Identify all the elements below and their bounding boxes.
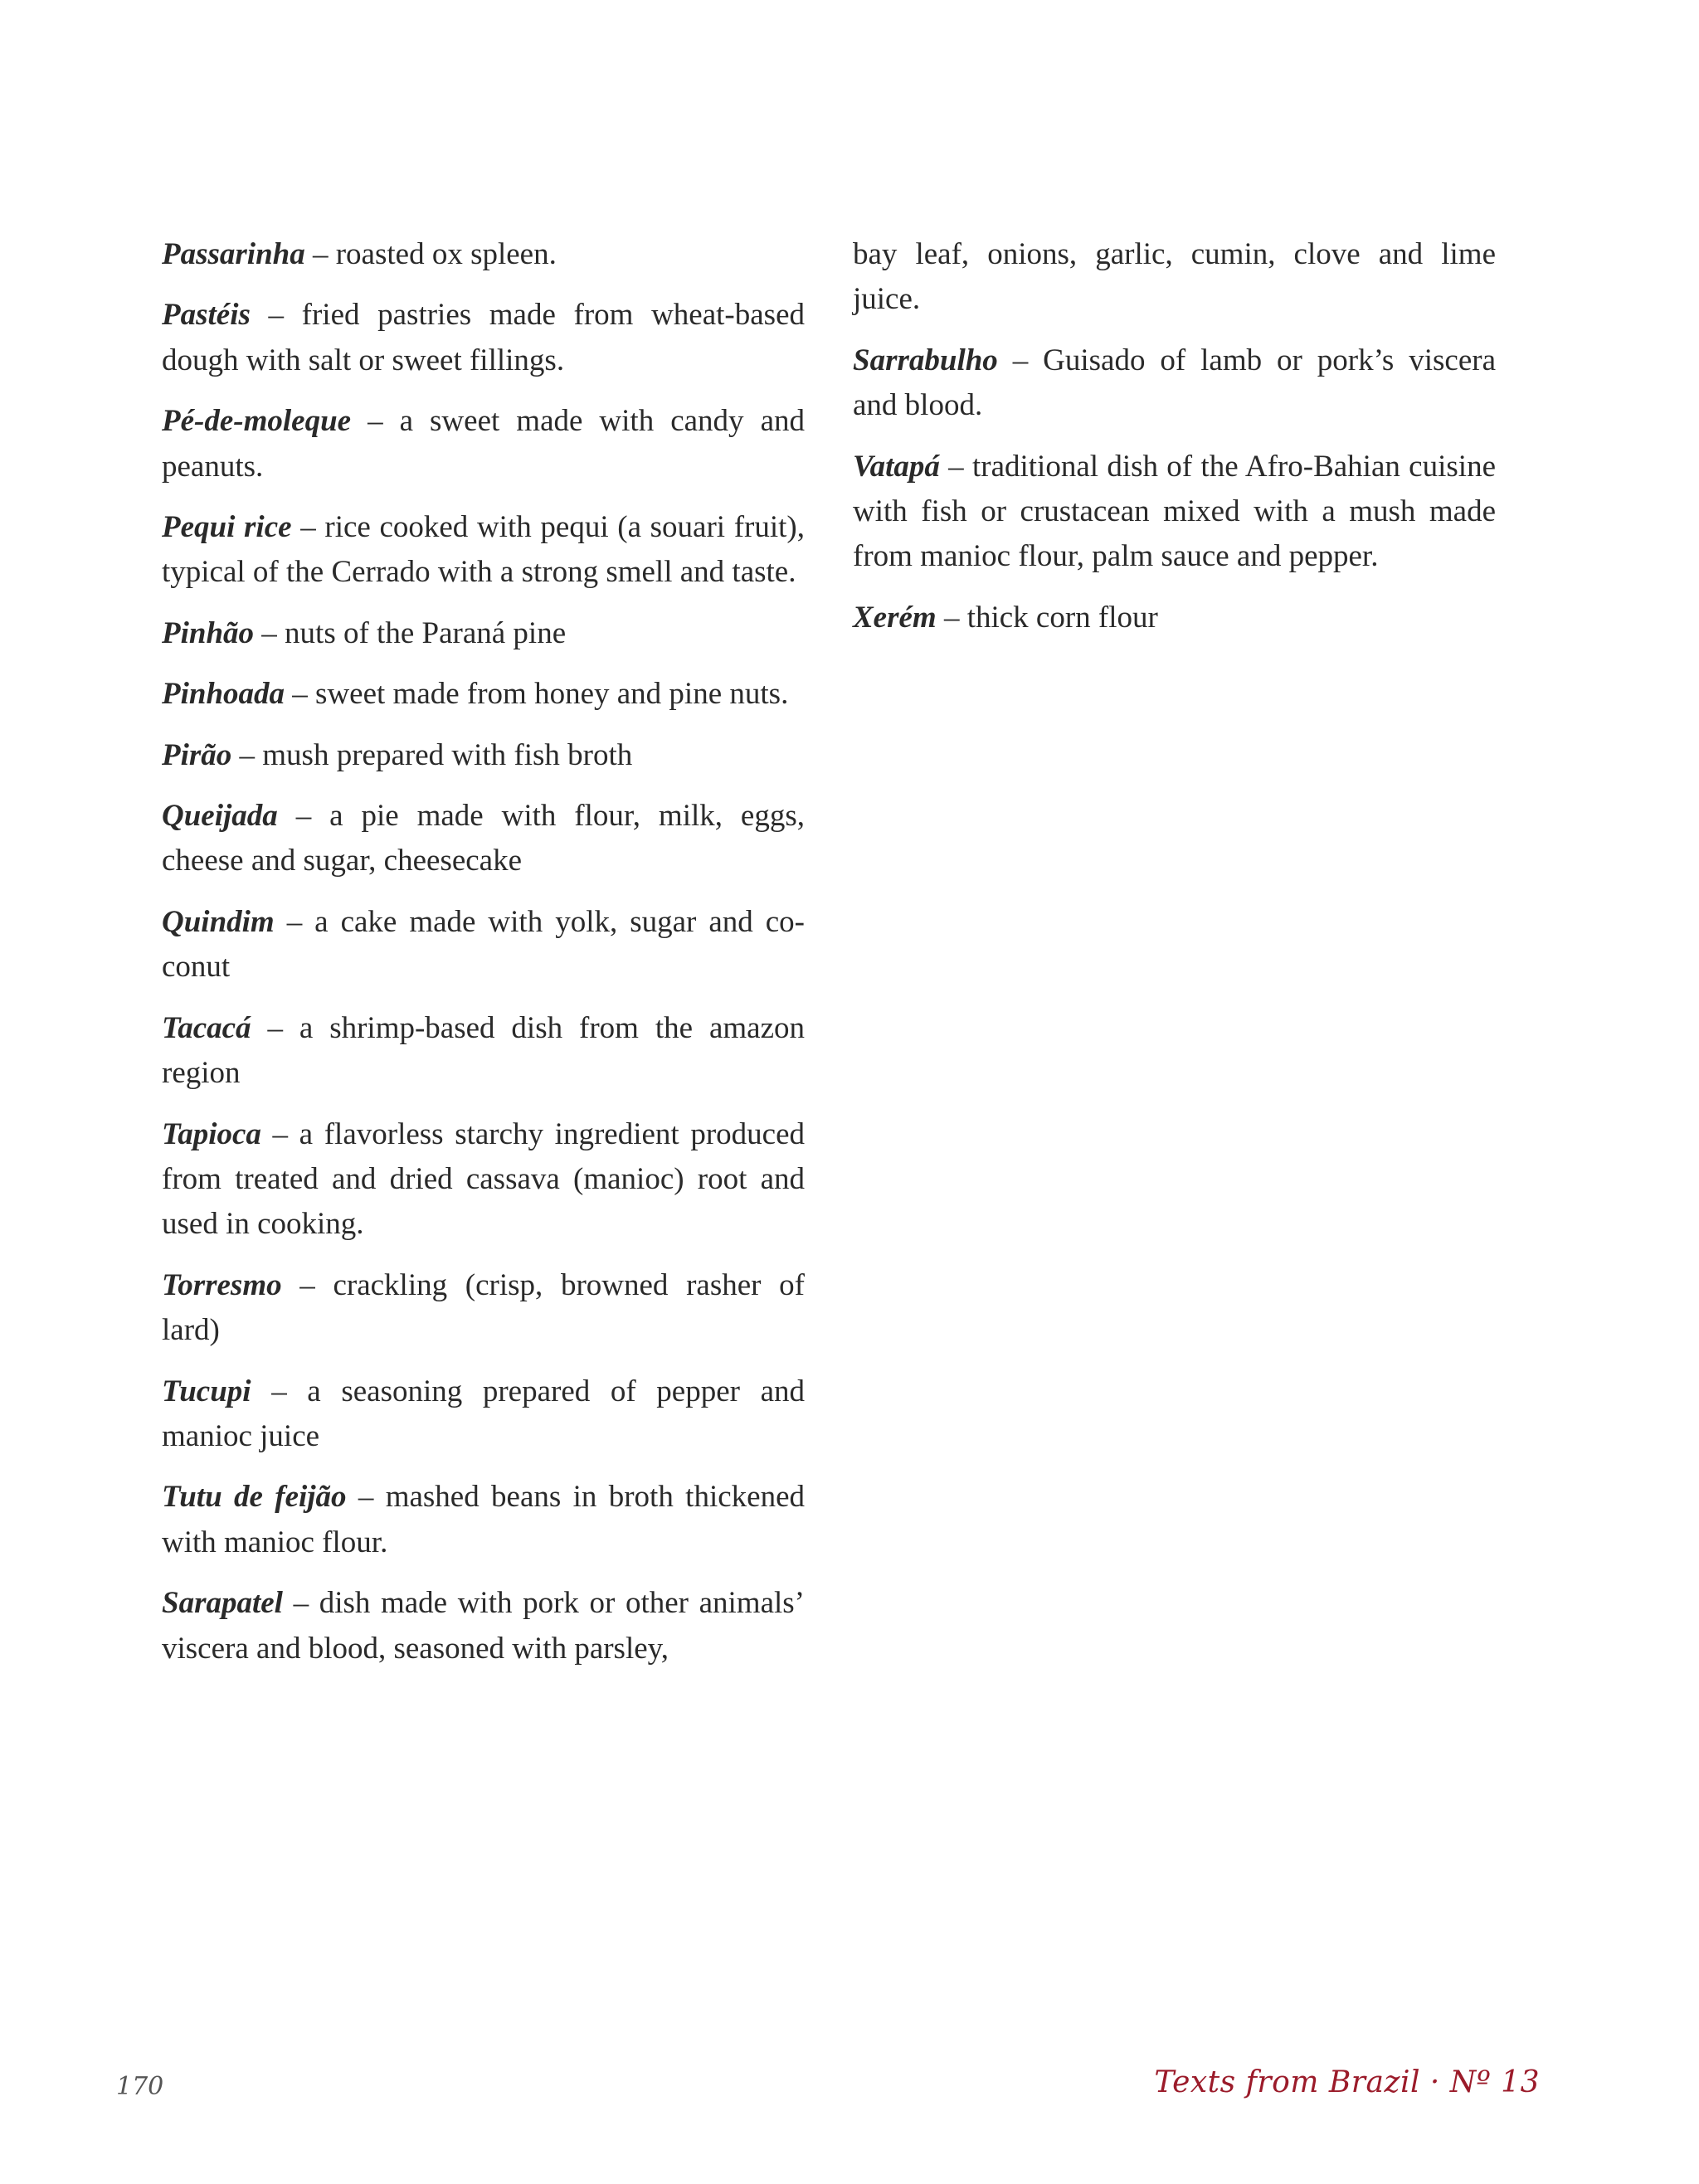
glossary-term: Pinhoada — [162, 677, 285, 712]
glossary-entry — [162, 1369, 805, 1460]
glossary-term: Sarapatel — [162, 1586, 283, 1621]
glossary-entry — [162, 399, 805, 489]
glossary-definition: – fried pastries made from wheat-based dough with salt or sweet fillings. — [162, 298, 805, 377]
glossary-definition: – traditional dish of the Afro-Bahian cuisine with fish or crustacean mixed with a mush made from manioc flour, palm sauce and pepper. — [853, 449, 1496, 574]
glossary-entry — [162, 505, 805, 596]
glossary-definition: – a cake made with yolk, sugar and coconut — [162, 904, 805, 985]
glossary-definition: – a pie made with flour, milk, eggs, cheese and sugar, cheesecake — [162, 799, 805, 878]
glossary-entry — [162, 1112, 805, 1248]
glossary-definition: – thick corn flour — [936, 600, 1158, 635]
glossary-definition: – Guisado of lamb or pork’s viscera and blood. — [853, 343, 1496, 423]
glossary-term: Pequi rice — [162, 510, 292, 545]
glossary-entry — [162, 293, 805, 383]
glossary-term: Tutu de feijão — [162, 1480, 347, 1515]
glossary-term: Pinhão — [162, 615, 255, 650]
glossary-entry — [162, 672, 805, 717]
glossary-term: Quindim — [162, 904, 275, 939]
glossary-term: Passarinha — [162, 237, 305, 271]
glossary-term: Tucupi — [162, 1374, 251, 1408]
glossary-definition: – mush prepared with fish broth — [231, 737, 633, 772]
glossary-term: Pé-de-moleque — [162, 404, 352, 439]
glossary-definition: – dish made with pork or other animals’ viscera and blood, seasoned with parsley, — [162, 1586, 805, 1666]
page-number: 170 — [116, 2072, 164, 2101]
glossary-entry — [162, 900, 805, 990]
glossary-entry — [162, 794, 805, 884]
glossary-definition: – rice cooked with pequi (a souari fruit), typical of the Cerrado with a strong smell and taste. — [162, 510, 805, 590]
glossary-term: Sarrabulho — [853, 343, 998, 377]
glossary-entry — [853, 445, 1496, 580]
glossary-definition: – crackling (crisp, browned rasher of lard) — [162, 1267, 805, 1348]
glossary-right-column — [853, 232, 1496, 656]
glossary-entry — [162, 1475, 805, 1565]
glossary-definition: – mashed beans in broth thickened with manioc flour. — [162, 1480, 805, 1559]
glossary-definition: – a sweet made with candy and peanuts. — [162, 404, 805, 484]
glossary-definition: – sweet made from honey and pine nuts. — [285, 677, 789, 712]
glossary-entry — [162, 733, 805, 778]
glossary-definition: – roasted ox spleen. — [304, 237, 557, 271]
glossary-entry — [853, 338, 1496, 429]
glossary-definition: – nuts of the Paraná pine — [254, 615, 567, 650]
glossary-term: Pirão — [162, 737, 232, 772]
glossary-entry — [162, 1263, 805, 1354]
glossary-term: Vatapá — [853, 449, 940, 484]
glossary-continuation: bay leaf, onions, garlic, cumin, clove and lime juice. — [853, 237, 1496, 317]
glossary-entry — [162, 1006, 805, 1097]
glossary-left-column — [162, 232, 805, 1687]
glossary-entry — [162, 232, 805, 277]
glossary-entry — [162, 611, 805, 656]
glossary-definition: – a seasoning prepared of pepper and manioc juice — [162, 1374, 805, 1453]
glossary-term: Pastéis — [162, 298, 251, 333]
glossary-term: Torresmo — [162, 1267, 282, 1302]
glossary-term: Tacacá — [162, 1010, 251, 1045]
glossary-term: Tapioca — [162, 1116, 261, 1151]
glossary-term: Xerém — [853, 600, 937, 635]
glossary-definition: – a shrimp-based dish from the amazon region — [162, 1010, 805, 1091]
glossary-entry — [853, 596, 1496, 640]
glossary-term: Queijada — [162, 799, 278, 834]
glossary-definition: – a flavorless starchy ingredient produced from treated and dried cassava (manioc) root and used in cooking. — [162, 1116, 805, 1242]
running-footer-title: Texts from Brazil · Nº 13 — [1154, 2065, 1540, 2099]
glossary-entry — [162, 1581, 805, 1671]
